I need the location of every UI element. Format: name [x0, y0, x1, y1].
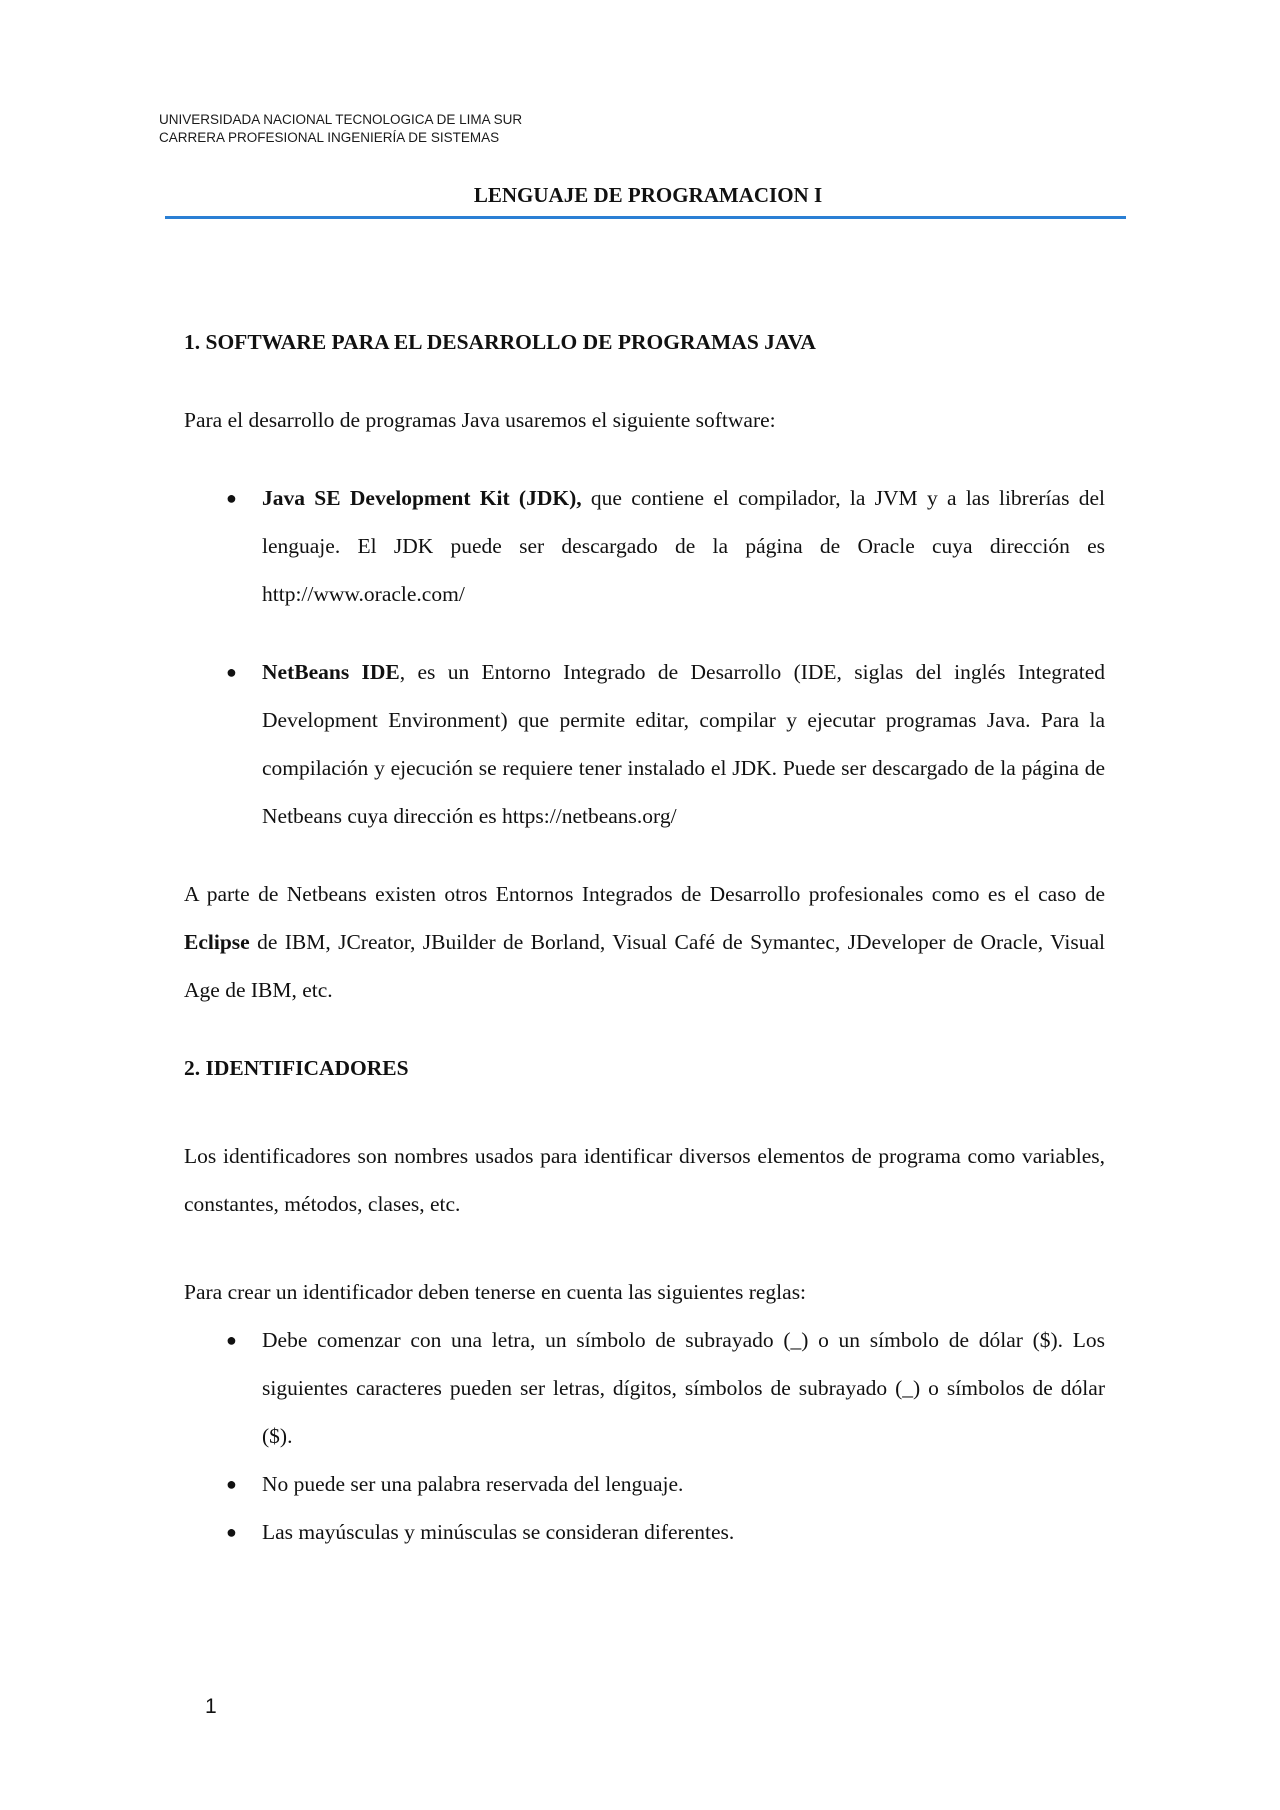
jdk-bold-label: Java SE Development Kit (JDK),	[262, 486, 582, 510]
section1-intro: Para el desarrollo de programas Java usaremos el siguiente software:	[184, 408, 776, 432]
rule-text: Debe comenzar con una letra, un símbolo de subrayado (_) o un símbolo de dólar ($). Los siguientes caracteres pueden ser letras, dígitos, símbolos de subrayado (_) o símbolos de dólar ($).	[262, 1328, 1105, 1448]
bullet-icon: ●	[226, 662, 237, 682]
list-item-jdk	[184, 474, 1105, 618]
eclipse-bold: Eclipse	[184, 930, 250, 954]
list-item	[184, 1508, 1105, 1556]
list-item	[184, 1460, 1105, 1508]
netbeans-description: , es un Entorno Integrado de Desarrollo (IDE, siglas del inglés Integrated Development Environment) que permite editar, compilar y ejecutar programas Java. Para la compilación y ejecución se requiere tener instalado el JDK. Puede ser descargado de la página de Netbeans cuya dirección es https://netbeans.org/	[262, 660, 1106, 828]
document-body	[184, 318, 1105, 1556]
bullet-icon: ●	[226, 1522, 237, 1542]
bullet-icon: ●	[226, 1474, 237, 1494]
list-item	[184, 1316, 1105, 1460]
netbeans-bold-label: NetBeans IDE	[262, 660, 400, 684]
section1-heading: 1. SOFTWARE PARA EL DESARROLLO DE PROGRAMAS JAVA	[184, 330, 816, 354]
section1-outro	[184, 870, 1105, 1014]
header-career: CARRERA PROFESIONAL INGENIERÍA DE SISTEMAS	[159, 130, 500, 145]
software-list	[184, 474, 1105, 840]
bullet-icon: ●	[226, 488, 237, 508]
list-item-netbeans	[184, 648, 1105, 840]
section2-heading: 2. IDENTIFICADORES	[184, 1056, 409, 1080]
section2-definition: Los identificadores son nombres usados para identificar diversos elementos de programa como variables, constantes, métodos, clases, etc.	[184, 1144, 1105, 1216]
bullet-icon: ●	[226, 1330, 237, 1350]
course-title	[0, 183, 1280, 208]
course-title-text: LENGUAJE DE PROGRAMACION I	[473, 183, 823, 207]
header-university: UNIVERSIDADA NACIONAL TECNOLOGICA DE LIMA SUR	[159, 112, 523, 127]
outro-text-pre: A parte de Netbeans existen otros Entornos Integrados de Desarrollo profesionales como es el caso de	[184, 882, 1105, 906]
outro-text-post: de IBM, JCreator, JBuilder de Borland, Visual Café de Symantec, JDeveloper de Oracle, Visual Age de IBM, etc.	[184, 930, 1105, 1002]
jdk-description: que contiene el compilador, la JVM y a las librerías del lenguaje. El JDK puede ser descargado de la página de Oracle cuya dirección es http://www.oracle.com/	[262, 486, 1105, 606]
rule-text: No puede ser una palabra reservada del lenguaje.	[262, 1472, 684, 1496]
title-rule	[165, 216, 1126, 219]
page-number: 1	[205, 1695, 217, 1718]
rules-list	[184, 1316, 1105, 1556]
rule-text: Las mayúsculas y minúsculas se consideran diferentes.	[262, 1520, 735, 1544]
section2-rules-intro: Para crear un identificador deben tenerse en cuenta las siguientes reglas:	[184, 1280, 807, 1304]
